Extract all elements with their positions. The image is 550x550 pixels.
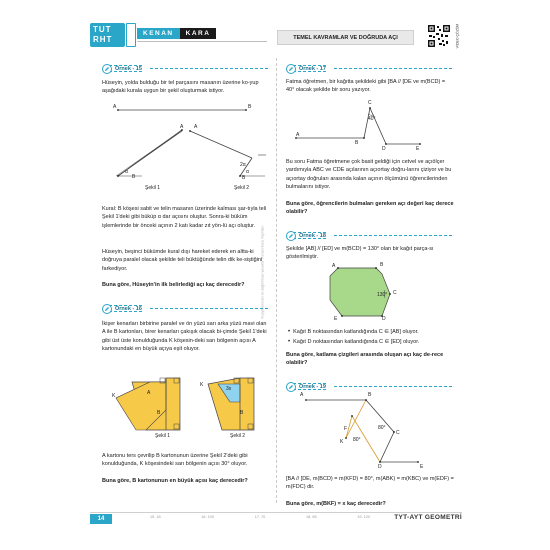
fig15-label-b1: B xyxy=(248,104,252,110)
example-17-text-2: Bu soru Fatma öğretmene çok basit geldiği için cetvel ve açıölçer yardımıyla ABC ve CDE açılarının açıortay doğru-larını çiziyor ve bu açıortay doğruları arasında kalan açının ölçümünü öğrencilerinden bulmalarını istiyor. xyxy=(286,159,452,191)
fig16-a1: A xyxy=(147,390,151,396)
fig16-b2: B xyxy=(240,410,244,416)
pencil-icon xyxy=(286,64,296,74)
fig18-c: C xyxy=(393,290,397,296)
fig17-angle: 40° xyxy=(368,116,376,122)
example-16-question: Buna göre, B kartonunun en büyük açısı kaç derecedir? xyxy=(102,478,248,484)
logo-bottom: RHT xyxy=(93,35,113,44)
qr-caption-text: VİDEO ÇÖZÜM xyxy=(455,23,460,49)
example-19-label xyxy=(286,381,326,392)
fig15-caption-2: Şekil 2 xyxy=(234,185,250,191)
pencil-icon xyxy=(286,231,296,241)
section-title-bar xyxy=(277,30,414,45)
answer-16: 16. 100 xyxy=(201,515,214,519)
example-16-text-2: A kartonu ters çevrilip B kartonunun üzerine Şekil 2'deki gibi konulduğunda, K köşesindeki sarı bölgenin açısı 30° oluyor. xyxy=(102,453,248,468)
fig19-angle-1: 80° xyxy=(378,425,386,431)
series-title-text: TYT-AYT GEOMETRİ xyxy=(394,514,462,521)
example-19-question: Buna göre, m(BKF) = x kaç derecedir? xyxy=(286,501,386,507)
section-title: TEMEL KAVRAMLAR VE DOĞRUDA AÇI xyxy=(293,34,398,41)
header-band-left xyxy=(137,41,267,45)
fig19-f: F xyxy=(344,426,348,432)
side-note-text: Kopyalanması ve dağıtılması yasaktır. Kenan Kara Yayınları xyxy=(260,225,265,319)
answer-15: 15. 18 xyxy=(150,515,161,519)
fig19-k: K xyxy=(340,439,344,445)
example-18-figure xyxy=(300,262,420,324)
fig19-a: A xyxy=(300,392,304,398)
example-16-rule xyxy=(150,308,268,309)
fig15-two-alpha: 2α xyxy=(240,162,246,168)
fig15-alpha-1: α xyxy=(125,169,128,175)
example-17-text: Fatma öğretmen, bir kağıtta şekildeki gibi [BA // [DE ve m(BCD) = 40° olacak şekilde bir soru yazıyor. xyxy=(286,79,446,94)
fig16-b1: B xyxy=(157,410,161,416)
fig17-c: C xyxy=(368,100,372,106)
example-18-rule xyxy=(334,235,452,236)
fig19-d: D xyxy=(378,464,382,470)
fig18-a: A xyxy=(332,263,336,269)
header-brand xyxy=(137,27,216,39)
example-18-label-text: Örnek - 18 xyxy=(299,232,326,239)
fig15-caption-1: Şekil 1 xyxy=(145,185,161,191)
page-number-text: 14 xyxy=(97,516,105,522)
fig18-b: B xyxy=(380,262,384,268)
pencil-icon xyxy=(102,304,112,314)
qr-caption xyxy=(453,24,459,50)
fig15-label-b2: B xyxy=(132,174,136,180)
example-19-label-text: Örnek - 19 xyxy=(299,383,326,390)
fig17-e: E xyxy=(416,146,420,152)
fig17-a: A xyxy=(296,132,300,138)
fig16-k2: K xyxy=(200,382,204,388)
example-15-rule xyxy=(150,68,268,69)
fig15-alpha-2: α xyxy=(246,169,249,175)
example-18-label xyxy=(286,230,326,241)
example-18-bullet-1: • Kağıt B noktasından katlandığında C ∈ [AB] oluyor. xyxy=(288,329,419,335)
fig16-caption-2: Şekil 2 xyxy=(230,433,246,439)
example-17-rule xyxy=(334,68,452,69)
example-19-text: [BA // [DE, m(BCD) = m(KFD) = 80°, m(ABK) = m(KBC) ve m(EDF) = m(FDC) dir. xyxy=(286,476,454,491)
example-16-label xyxy=(102,303,142,314)
example-16-figure xyxy=(100,370,272,440)
example-19-rule xyxy=(334,386,452,387)
example-18-text: Şekilde [AB] // [ED] ve m(BCD) = 130° olan bir kağıt parça-sı gösterilmiştir. xyxy=(286,246,434,261)
fig15-label-b3: B xyxy=(242,175,246,181)
pencil-icon xyxy=(102,64,112,74)
example-15-label xyxy=(102,63,142,74)
fig18-angle: 130° xyxy=(377,292,388,298)
fig19-c: C xyxy=(396,430,400,436)
example-18-bullet-2-text: Kağıt D noktasından katlandığında C ∈ [ED] oluyor. xyxy=(293,339,420,345)
example-18-bullet-2: • Kağıt D noktasından katlandığında C ∈ [ED] oluyor. xyxy=(288,339,420,345)
example-18-bullet-1-text: Kağıt B noktasından katlandığında C ∈ [AB] oluyor. xyxy=(293,329,419,335)
fig17-d: D xyxy=(382,146,386,152)
fig16-k1: K xyxy=(112,393,116,399)
answer-key xyxy=(150,515,370,519)
fig19-e: E xyxy=(420,464,424,470)
fig19-angle-2: 80° xyxy=(353,437,361,443)
fig16-x: 3x xyxy=(226,386,232,392)
example-15-label-text: Örnek - 15 xyxy=(115,65,142,72)
example-15-question: Buna göre, Hüseyin'in ilk belirlediği açı kaç derecedir? xyxy=(102,282,245,288)
brand-second: KARA xyxy=(180,28,217,39)
fig15-label-a2: A xyxy=(180,124,184,130)
answer-18: 18. 65 xyxy=(306,515,317,519)
brand-first: KENAN xyxy=(137,28,180,39)
example-18-question: Buna göre, katlama çizgileri arasında oluşan açı kaç de-rece olabilir? xyxy=(286,352,444,367)
example-17-label-text: Örnek - 17 xyxy=(299,65,326,72)
example-15-text-2: Hüseyin, beşinci bükümde kural dışı hareket ederek en altta-ki doğruya paralel olacak şekilde teli büktüğünde telin dik ke-siştiğini farkediyor. xyxy=(102,249,263,272)
answer-19: 19. 120 xyxy=(357,515,370,519)
fig16-caption-1: Şekil 1 xyxy=(155,433,171,439)
example-16-text: İkişer kenarları birbirine paralel ve ön yüzü sarı arka yüzü mavi olan A ile B kartonları, birer kenarları çakışık olacak bi-çimde Şekil 1'deki gibi üst üste konulduğunda K köşesin-deki sarı bölgenin açısı A kartonundaki en büyük açıya eşit oluyor. xyxy=(102,321,267,353)
qr-code xyxy=(427,24,451,48)
example-15-rule-text xyxy=(102,205,270,230)
side-note xyxy=(260,225,281,319)
fig17-b: B xyxy=(355,140,359,146)
fig18-e: E xyxy=(334,316,338,322)
header-logo-mark xyxy=(126,23,136,47)
answer-17: 17. 70 xyxy=(254,515,266,519)
example-17-question: Buna göre, öğrencilerin bulmaları gereken açı değeri kaç derece olabilir? xyxy=(286,201,454,216)
fig15-label-a3: A xyxy=(194,124,198,130)
logo-top: TUT xyxy=(93,25,112,34)
pencil-icon xyxy=(286,382,296,392)
column-divider xyxy=(276,58,277,503)
fig15-label-a1: A xyxy=(113,104,117,110)
fig19-b: B xyxy=(368,392,372,398)
example-15-text: Hüseyin, yolda bulduğu bir tel parçasını masanın üzerine ko-yup aşağıdaki kurala uygun bir şekil oluşturmak istiyor. xyxy=(102,80,259,95)
example-15-rule-body: Kural: B köşesi sabit ve telin masanın üzerinde kalması şar-tıyla teli Şekil 1'deki gibi büküp α dar açısını oluştur. Sonra-ki büküm işlemlerinde bir önceki açının 2 katı kadar zıt yön-lü açı oluştur. xyxy=(102,206,267,229)
example-19-figure xyxy=(300,392,430,472)
series-title xyxy=(384,512,462,523)
example-17-label xyxy=(286,63,326,74)
fig18-d: D xyxy=(382,316,386,322)
page-number xyxy=(90,514,112,524)
header-logo xyxy=(90,23,125,47)
example-16-label-text: Örnek - 16 xyxy=(115,305,142,312)
